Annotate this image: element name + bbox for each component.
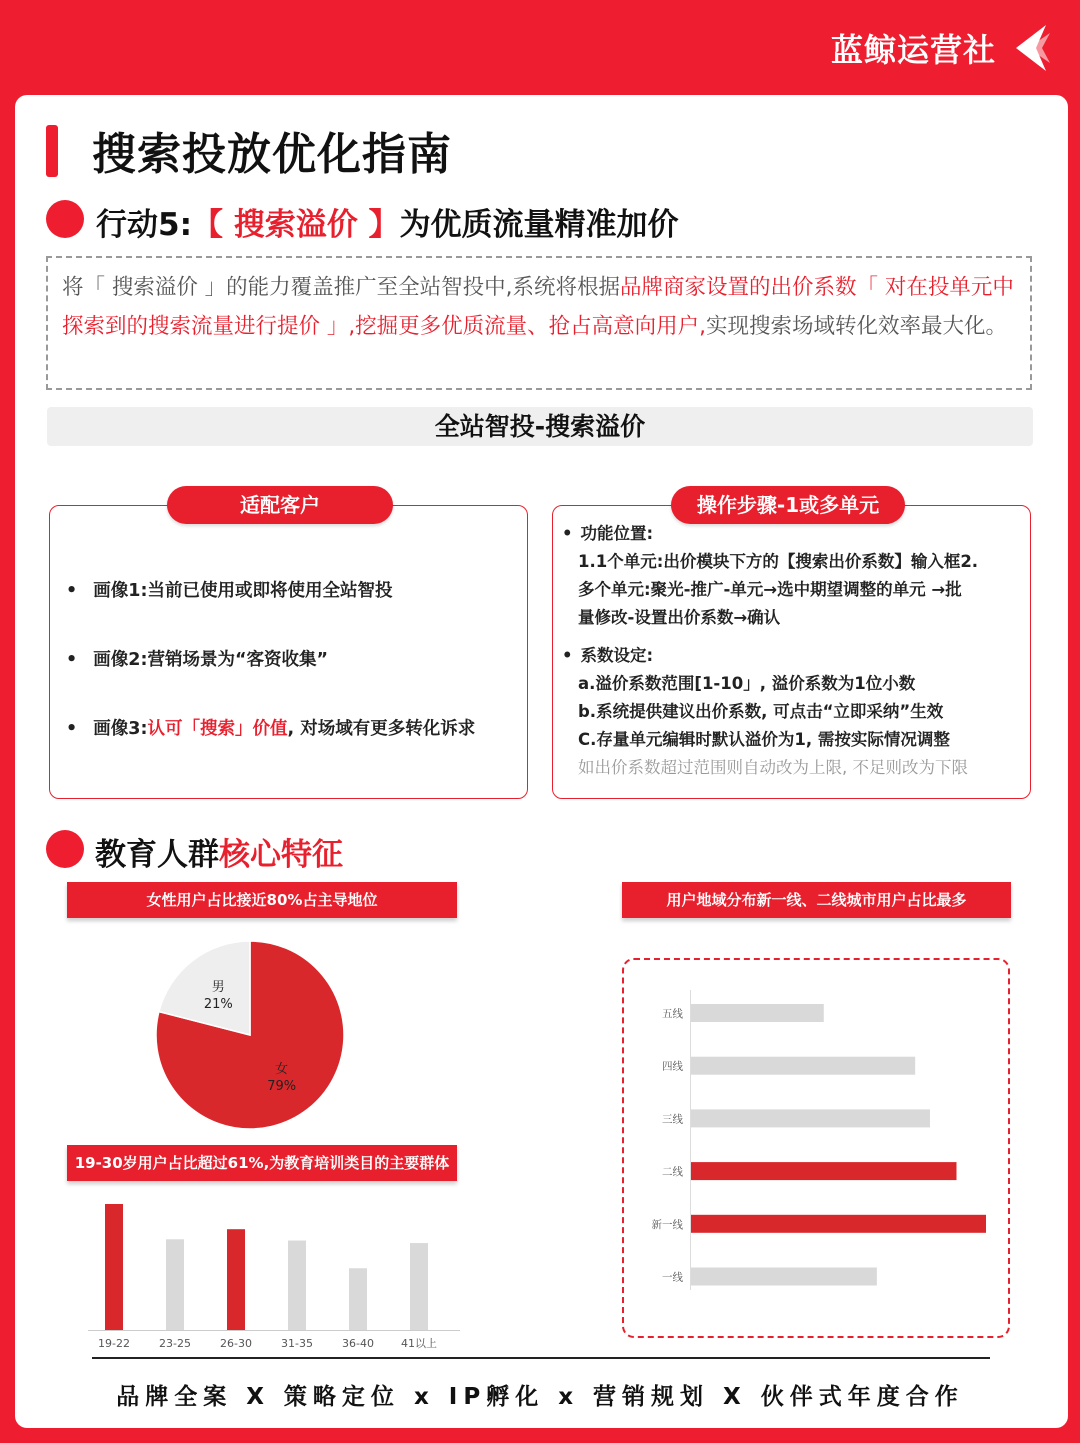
age-bar-chart <box>88 1192 468 1360</box>
customer-item-2-text: 营销场景为“客资收集” <box>147 650 328 670</box>
region-tick-label-3: 三线 <box>662 1113 683 1126</box>
age-bar-2 <box>166 1239 184 1330</box>
subtitle-bar: 全站智投-搜索溢价 <box>47 407 1033 446</box>
education-heading <box>95 829 343 874</box>
customer-item-2 <box>66 646 328 671</box>
gender-banner: 女性用户占比接近80%占主导地位 <box>67 882 457 918</box>
education-title: 教育人群 <box>95 837 219 873</box>
customer-item-1-text: 当前已使用或即将使用全站智投 <box>147 581 393 601</box>
gender-pie-chart <box>150 935 350 1135</box>
age-banner: 19-30岁用户占比超过61%,为教育培训类目的主要群体 <box>67 1145 457 1181</box>
age-bar-5 <box>349 1268 367 1330</box>
steps-line-3: 量修改-设置出价系数→确认 <box>578 608 781 627</box>
steps-line-4: a.溢价系数范围[1-10」, 溢价系数为1位小数 <box>578 674 916 693</box>
steps-line-5: b.系统提供建议出价系数, 可点击“立即采纳”生效 <box>578 702 944 721</box>
steps-pill: 操作步骤-1或多单元 <box>671 486 905 524</box>
region-bar-4 <box>691 1162 957 1180</box>
region-tick-label-2: 四线 <box>662 1060 683 1073</box>
age-bar-3 <box>227 1229 245 1330</box>
region-bar-chart <box>640 990 1000 1300</box>
customer-item-3-prefix: 画像3: <box>93 719 148 739</box>
section-dot-icon <box>46 200 84 238</box>
age-tick-label-1: 19-22 <box>98 1337 130 1350</box>
region-bar-3 <box>691 1109 930 1127</box>
section-dot-icon <box>46 830 84 868</box>
education-highlight: 核心特征 <box>219 837 343 873</box>
steps-line-7: 如出价系数超过范围则自动改为上限, 不足则改为下限 <box>578 758 968 777</box>
customer-item-2-prefix: 画像2: <box>93 650 148 670</box>
age-bar-1 <box>105 1204 123 1330</box>
age-tick-label-4: 31-35 <box>281 1337 313 1350</box>
title-accent-bar <box>46 125 58 177</box>
customer-item-1-prefix: 画像1: <box>93 581 148 601</box>
pie-label-1: 女 <box>275 1061 289 1077</box>
description-part3: 实现搜索场域转化效率最大化。 <box>706 314 1008 339</box>
action-prefix: 行动5: <box>96 207 192 243</box>
action-heading <box>96 199 679 244</box>
footer-tagline: 品牌全案 X 策略定位 x IP孵化 x 营销规划 X 伙伴式年度合作 <box>116 1384 964 1410</box>
steps-line-2: 多个单元:聚光-推广-单元→选中期望调整的单元 →批 <box>578 580 962 599</box>
region-tick-label-1: 五线 <box>662 1008 683 1020</box>
steps-heading-coefficient: • 系数设定: <box>562 642 1022 670</box>
region-bar-1 <box>691 1004 824 1022</box>
age-tick-label-5: 36-40 <box>342 1337 374 1350</box>
pie-label-2: 男 <box>211 980 225 996</box>
region-tick-label-4: 二线 <box>662 1166 683 1179</box>
steps-line-1: 1.1个单元:出价模块下方的【搜索出价系数】输入框2. <box>578 552 979 571</box>
footer-divider <box>92 1357 990 1359</box>
action-suffix: 为优质流量精准加价 <box>399 207 679 243</box>
steps-line-6: C.存量单元编辑时默认溢价为1, 需按实际情况调整 <box>578 730 950 749</box>
action-highlight: 【 搜索溢价 】 <box>191 207 400 243</box>
pie-value-label-1: 79% <box>267 1078 297 1094</box>
region-bar-2 <box>691 1057 915 1075</box>
customers-pill: 适配客户 <box>167 486 393 524</box>
region-banner: 用户地域分布新一线、二线城市用户占比最多 <box>622 882 1011 918</box>
age-tick-label-6: 41以上 <box>401 1337 437 1350</box>
age-bar-6 <box>410 1243 428 1330</box>
region-bar-5 <box>691 1215 986 1233</box>
page-title: 搜索投放优化指南 <box>92 129 452 180</box>
brand-name: 蓝鲸运营社 <box>830 31 996 69</box>
customer-item-1 <box>66 577 392 602</box>
customer-item-3-highlight: 认可「搜索」价值 <box>147 719 288 739</box>
customer-item-3-tail: , 对场域有更多转化诉求 <box>287 719 476 739</box>
steps-heading-location: • 功能位置: <box>562 520 1022 548</box>
description-part1: 将「 搜索溢价 」的能力覆盖推广至全站智投中,系统将根据 <box>62 275 621 300</box>
pie-value-label-2: 21% <box>203 997 233 1013</box>
age-tick-label-3: 26-30 <box>220 1337 252 1350</box>
steps-content <box>562 520 1022 782</box>
region-tick-label-6: 一线 <box>662 1271 683 1284</box>
brand <box>831 22 1052 74</box>
region-tick-label-5: 新一线 <box>651 1218 683 1231</box>
age-tick-label-2: 23-25 <box>159 1337 191 1350</box>
customer-item-3 <box>66 715 475 740</box>
whale-chevron-icon <box>1006 23 1052 73</box>
description-highlight: 品牌商家设置的出价系数「 对在投单元中探索到的搜索流量进行提价 」,挖掘更多优质流量、抢占高意向用户, <box>62 275 1014 339</box>
age-bar-4 <box>288 1241 306 1330</box>
region-bar-6 <box>691 1268 877 1286</box>
description-box <box>46 256 1032 390</box>
